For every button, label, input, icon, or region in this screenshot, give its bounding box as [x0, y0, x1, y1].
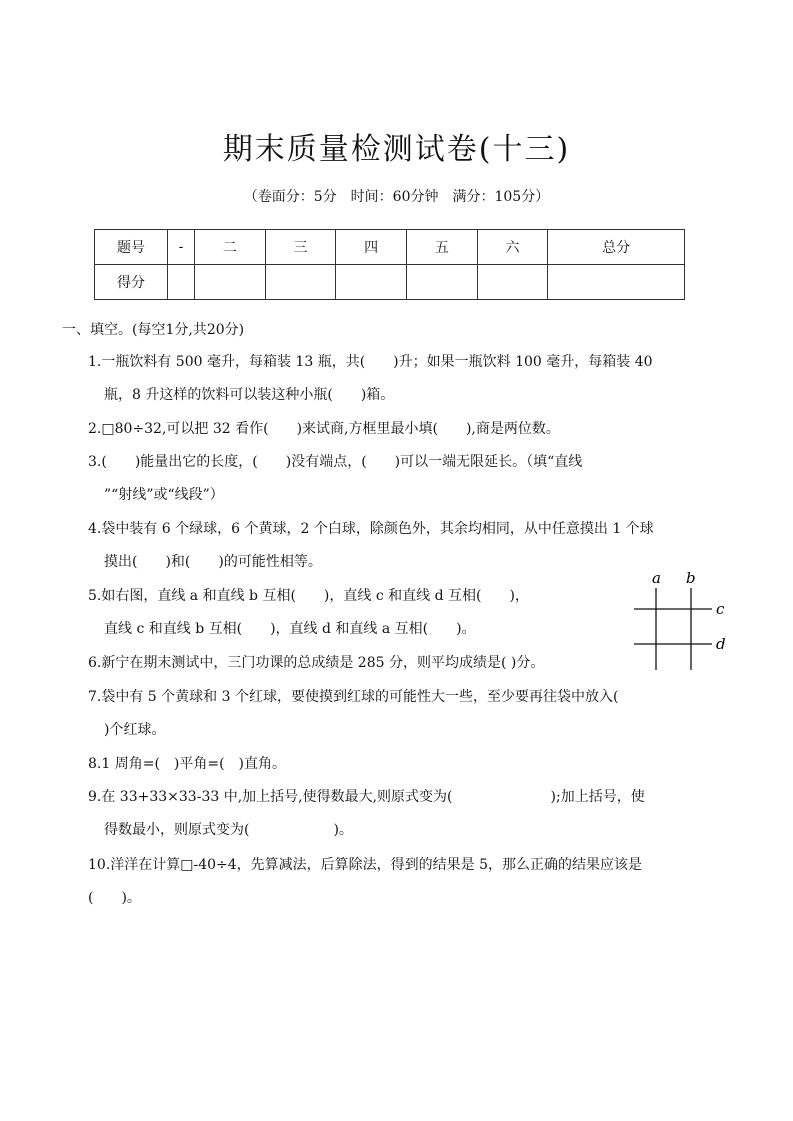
question-8 — [88, 748, 733, 781]
question-line: 摸出( )和( )的可能性相等。 — [104, 554, 322, 570]
label-b: b — [686, 570, 696, 587]
score-table-cell: 二 — [195, 230, 266, 265]
lines-figure — [630, 570, 730, 675]
question-10 — [88, 849, 733, 915]
score-input-cell[interactable] — [406, 265, 477, 300]
question-2 — [88, 413, 733, 446]
page-title: 期末质量检测试卷(十三) — [222, 132, 571, 167]
label-a: a — [652, 570, 661, 587]
score-table-cell: - — [168, 230, 195, 265]
question-line: )个红球。 — [104, 722, 166, 738]
score-table — [94, 229, 685, 300]
score-table-cell: 六 — [477, 230, 548, 265]
score-input-cell[interactable] — [548, 265, 685, 300]
question-line: 9.在 33+33×33-33 中,加上括号,使得数最大,则原式变为( );加上括号，使 — [88, 789, 645, 805]
score-table-cell: 得分 — [95, 265, 168, 300]
section-heading: 一、填空。(每空1分,共20分) — [62, 322, 245, 338]
score-input-cell[interactable] — [336, 265, 407, 300]
question-9 — [88, 781, 733, 847]
question-line: 1.一瓶饮料有 500 毫升，每箱装 13 瓶，共( )升；如果一瓶饮料 100 毫升，每箱装 40 — [88, 354, 653, 370]
question-7 — [88, 681, 733, 747]
question-line: 3.( )能量出它的长度，( )没有端点，( )可以一端无限延长。（填“直线 — [88, 454, 583, 470]
score-input-cell[interactable] — [477, 265, 548, 300]
question-line: 7.袋中有 5 个黄球和 3 个红球，要使摸到红球的可能性大一些，至少要再往袋中放入( — [88, 689, 619, 705]
score-table-header-row — [95, 230, 685, 265]
score-table-score-row — [95, 265, 685, 300]
score-input-cell[interactable] — [265, 265, 336, 300]
question-3 — [88, 446, 733, 512]
question-line: 直线 c 和直线 b 互相( )，直线 d 和直线 a 互相( )。 — [104, 621, 476, 637]
question-line: 5.如右图，直线 a 和直线 b 互相( )，直线 c 和直线 d 互相( )， — [88, 588, 529, 604]
score-table-cell: 三 — [265, 230, 336, 265]
score-input-cell[interactable] — [168, 265, 195, 300]
score-table-cell: 总分 — [548, 230, 685, 265]
question-line: ”“射线”或“线段”） — [104, 487, 224, 503]
score-table-cell: 五 — [406, 230, 477, 265]
question-line: 6.新宁在期末测试中，三门功课的总成绩是 285 分，则平均成绩是( )分。 — [88, 655, 545, 671]
question-5 — [88, 580, 608, 646]
score-table-cell: 题号 — [95, 230, 168, 265]
score-input-cell[interactable] — [195, 265, 266, 300]
label-d: d — [716, 635, 726, 653]
question-line: 2.□80÷32,可以把 32 看作( )来试商,方框里最小填( ),商是两位数。 — [88, 421, 560, 437]
question-line: 4.袋中装有 6 个绿球，6 个黄球，2 个白球，除颜色外，其余均相同，从中任意摸出 1 个球 — [88, 521, 654, 537]
label-c: c — [716, 600, 725, 618]
exam-info: （卷面分：5分 时间：60分钟 满分：105分） — [243, 189, 550, 205]
question-line: 10.洋洋在计算□-40÷4，先算减法，后算除法，得到的结果是 5，那么正确的结果应该是 — [88, 857, 643, 873]
question-line: 得数最小，则原式变为( )。 — [104, 822, 353, 838]
question-line: ( )。 — [88, 890, 141, 906]
question-line: 8.1 周角=( )平角=( )直角。 — [88, 756, 287, 772]
score-table-cell: 四 — [336, 230, 407, 265]
question-line: 瓶，8 升这样的饮料可以装这种小瓶( )箱。 — [104, 387, 395, 403]
question-1 — [88, 346, 733, 412]
